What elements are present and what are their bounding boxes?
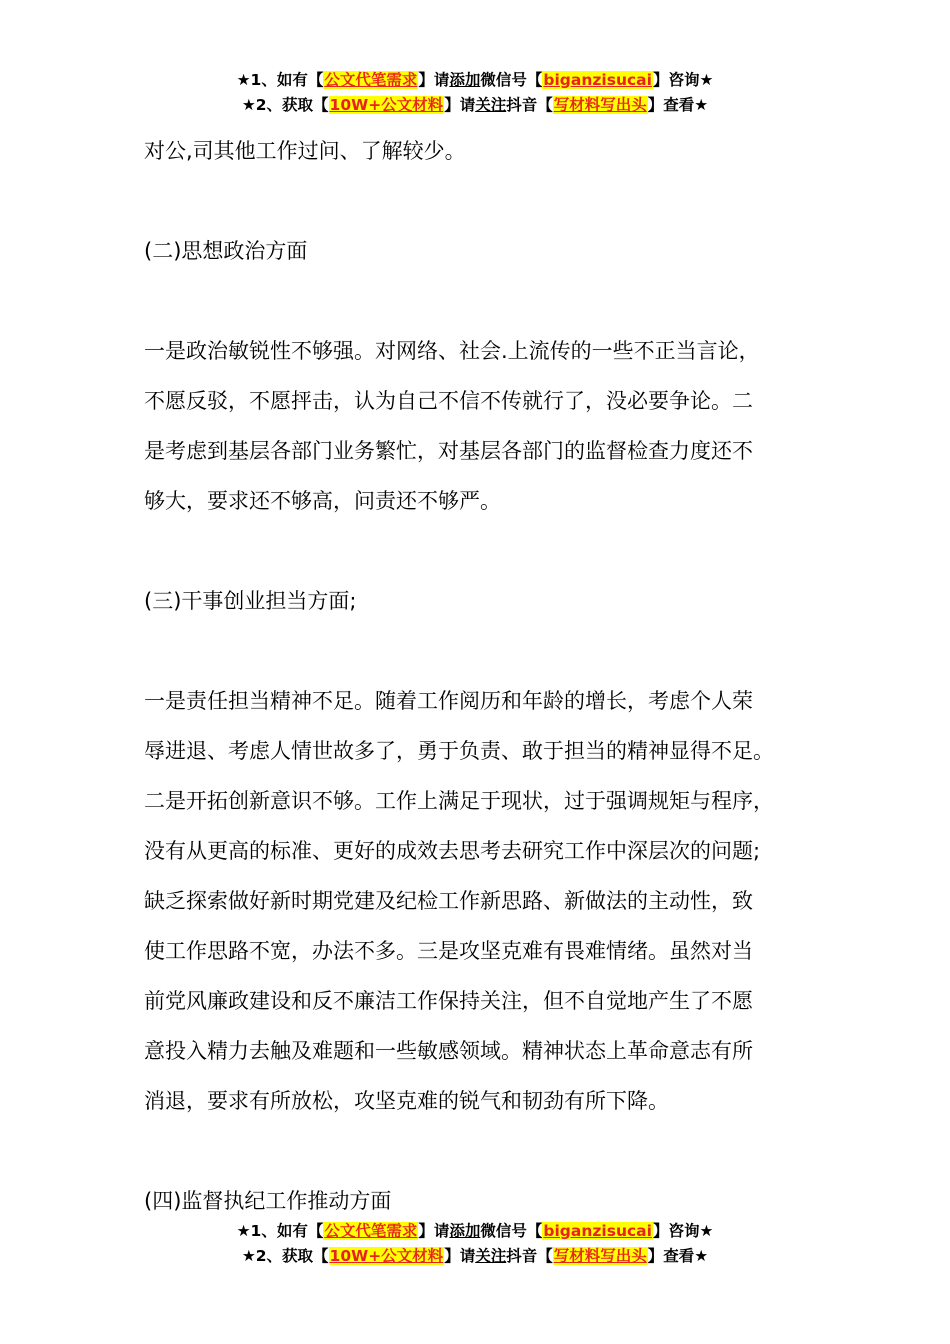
banner-highlight-service: 公文代笔需求	[324, 71, 418, 89]
banner-text: 抖音【	[506, 96, 553, 114]
banner-text: 】请	[418, 71, 450, 89]
paragraph-line: 缺乏探索做好新时期党建及纪检工作新思路、新做法的主动性，致	[144, 889, 753, 913]
banner-text: 】请	[418, 1222, 450, 1240]
spacer	[144, 1126, 834, 1176]
banner-text: 微信号【	[480, 71, 543, 89]
paragraph-line: 使工作思路不宽，办法不多。三是攻坚克难有畏难情绪。虽然对当	[144, 939, 753, 963]
paragraph-line: 够大，要求还不够高，问责还不够严。	[144, 489, 501, 513]
banner-line-2	[0, 93, 950, 118]
banner-text: 抖音【	[506, 1247, 553, 1265]
document-body	[144, 126, 834, 1226]
section-heading-2: (二)思想政治方面	[144, 239, 308, 263]
banner-text: 】咨询★	[652, 71, 714, 89]
banner-text: ★2、获取【	[241, 96, 329, 114]
footer-banner	[0, 1219, 950, 1269]
banner-text: ★1、如有【	[236, 71, 324, 89]
paragraph-line: 一是政治敏锐性不够强。对网络、社会.上流传的一些不正当言论，	[144, 339, 760, 363]
header-banner	[0, 68, 950, 118]
spacer	[144, 526, 834, 576]
banner-highlight-materials: 10W+公文材料	[329, 96, 444, 114]
banner-underlined-text: 关注	[475, 96, 507, 114]
section-heading-3: (三)干事创业担当方面;	[144, 589, 357, 613]
banner-highlight-douyin: 写材料写出头	[553, 1247, 647, 1265]
banner-text: ★2、获取【	[241, 1247, 329, 1265]
paragraph-line: 消退，要求有所放松，攻坚克难的锐气和韧劲有所下降。	[144, 1089, 669, 1113]
banner-text: 】查看★	[647, 1247, 709, 1265]
banner-underlined-text: 关注	[475, 1247, 507, 1265]
banner-text: 】请	[444, 1247, 476, 1265]
paragraph-line: 意投入精力去触及难题和一些敏感领域。精神状态上革命意志有所	[144, 1039, 753, 1063]
banner-highlight-wechat: biganzisucai	[543, 1222, 652, 1240]
spacer	[144, 176, 834, 226]
banner-line-1	[0, 68, 950, 93]
banner-highlight-materials: 10W+公文材料	[329, 1247, 444, 1265]
paragraph-line: 没有从更高的标准、更好的成效去思考去研究工作中深层次的问题;	[144, 839, 761, 863]
banner-underlined-text: 添加	[449, 71, 481, 89]
banner-highlight-service: 公文代笔需求	[324, 1222, 418, 1240]
banner-line-2	[0, 1244, 950, 1269]
banner-text: 】查看★	[647, 96, 709, 114]
spacer	[144, 626, 834, 676]
banner-text: 微信号【	[480, 1222, 543, 1240]
banner-text: 】咨询★	[652, 1222, 714, 1240]
paragraph-line: 是考虑到基层各部门业务繁忙，对基层各部门的监督检查力度还不	[144, 439, 753, 463]
banner-text: ★1、如有【	[236, 1222, 324, 1240]
paragraph-line: 一是责任担当精神不足。随着工作阅历和年龄的增长，考虑个人荣	[144, 689, 753, 713]
paragraph-line: 不愿反驳，不愿抨击，认为自己不信不传就行了，没必要争论。二	[144, 389, 753, 413]
section-heading-4: (四)监督执纪工作推动方面	[144, 1189, 392, 1213]
paragraph-line: 二是开拓创新意识不够。工作上满足于现状，过于强调规矩与程序，	[144, 789, 774, 813]
banner-line-1	[0, 1219, 950, 1244]
paragraph-line: 对公,司其他工作过问、了解较少。	[144, 139, 466, 163]
banner-text: 】请	[444, 96, 476, 114]
banner-highlight-wechat: biganzisucai	[543, 71, 652, 89]
paragraph-line: 辱进退、考虑人情世故多了，勇于负责、敢于担当的精神显得不足。	[144, 739, 774, 763]
banner-highlight-douyin: 写材料写出头	[553, 96, 647, 114]
banner-underlined-text: 添加	[449, 1222, 481, 1240]
paragraph-line: 前党风廉政建设和反不廉洁工作保持关注，但不自觉地产生了不愿	[144, 989, 753, 1013]
spacer	[144, 276, 834, 326]
